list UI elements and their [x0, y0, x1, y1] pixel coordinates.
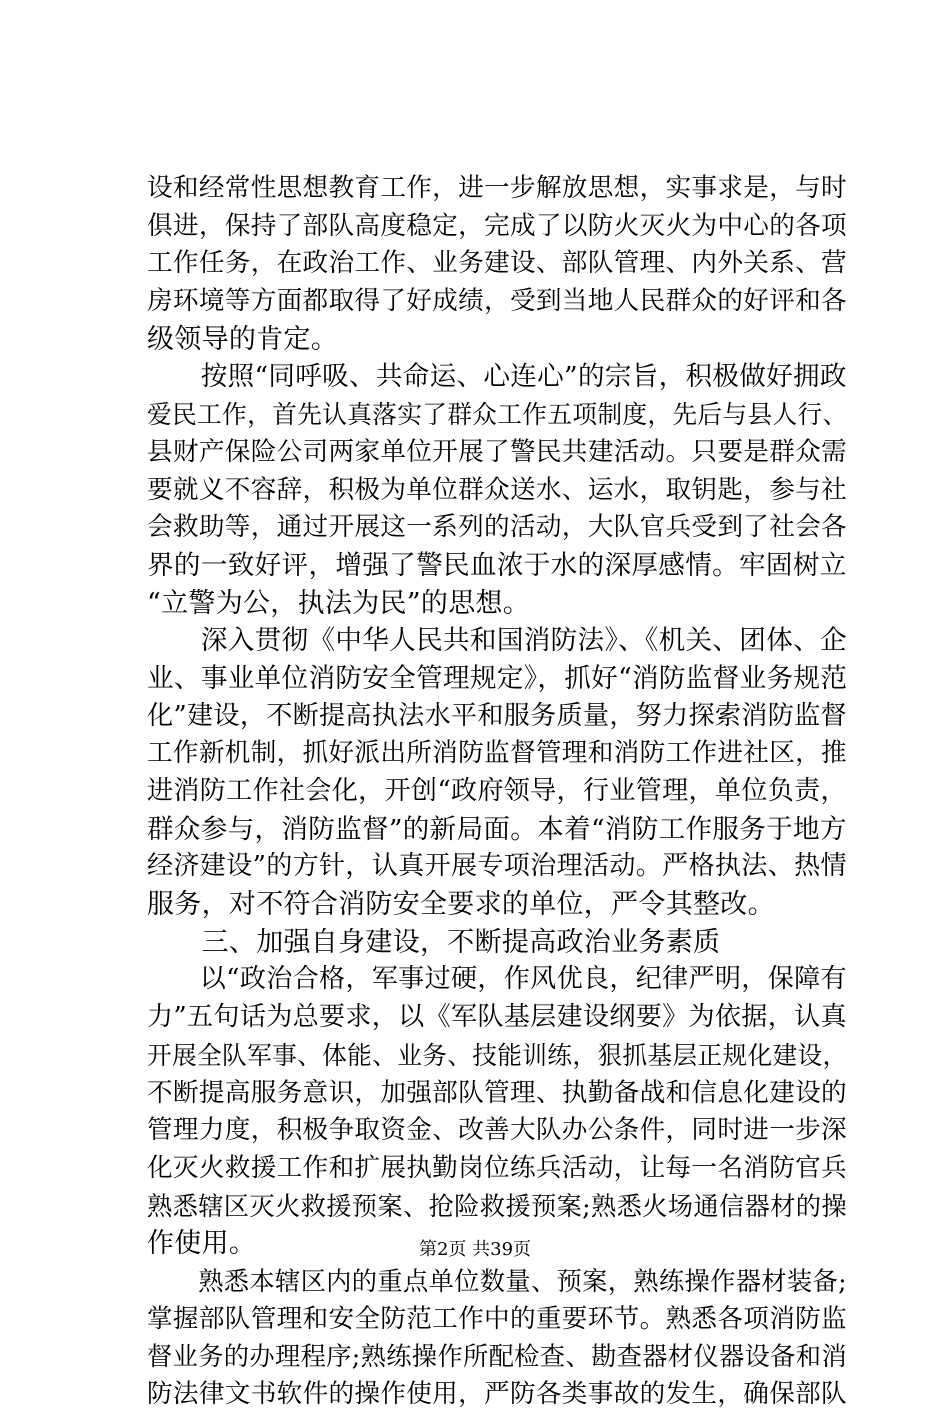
text-line: 管理力度，积极争取资金、改善大队办公条件，同时进一步深: [147, 1115, 847, 1146]
text-line: 经济建设”的方针，认真开展专项治理活动。严格执法、热情: [147, 851, 847, 882]
text-line: 熟悉辖区灭火救援预案、抢险救援预案;熟悉火场通信器材的操: [147, 1191, 847, 1221]
text-line: 进消防工作社会化，开创“政府领导，行业管理，单位负责，: [147, 776, 847, 806]
text-line: 服务，对不符合消防安全要求的单位，严令其整改。: [147, 889, 775, 921]
text-line: 要就义不容辞，积极为单位群众送水、运水，取钥匙，参与社: [147, 474, 847, 505]
text-line: 不断提高服务意识，加强部队管理、执勤备战和信息化建设的: [147, 1077, 847, 1108]
text-line: 房环境等方面都取得了好成绩，受到当地人民群众的好评和各: [147, 286, 847, 317]
text-line: 俱进，保持了部队高度稳定，完成了以防火灭火为中心的各项: [147, 210, 847, 241]
text-line: 督业务的办理程序;熟练操作所配检查、勘查器材仪器设备和消: [147, 1342, 847, 1372]
text-line: 设和经常性思想教育工作，进一步解放思想，实事求是，与时: [147, 173, 847, 203]
text-line: 以“政治合格，军事过硬，作风优良，纪律严明，保障有: [147, 964, 847, 995]
text-line: 县财产保险公司两家单位开展了警民共建活动。只要是群众需: [147, 436, 847, 467]
text-line: 工作新机制，抓好派出所消防监督管理和消防工作进社区，推: [147, 738, 847, 769]
text-line: 掌握部队管理和安全防范工作中的重要环节。熟悉各项消防监: [147, 1303, 847, 1334]
text-line: 界的一致好评，增强了警民血浓于水的深厚感情。牢固树立: [147, 549, 847, 581]
text-line: 会救助等，通过开展这一系列的活动，大队官兵受到了社会各: [147, 512, 847, 543]
text-line: 业、事业单位消防安全管理规定》，抓好“消防监督业务规范: [147, 662, 848, 694]
text-line: 工作任务，在政治工作、业务建设、部队管理、内外关系、营: [147, 248, 847, 279]
text-line: 化”建设，不断提高执法水平和服务质量，努力探索消防监督: [147, 700, 847, 731]
text-line: 三、加强自身建设，不断提高政治业务素质: [147, 926, 721, 958]
text-line: 防法律文书软件的操作使用，严防各类事故的发生，确保部队: [147, 1379, 847, 1409]
text-line: 开展全队军事、体能、业务、技能训练，狠抓基层正规化建设，: [147, 1040, 848, 1070]
text-line: 力”五句话为总要求，以《军队基层建设纲要》为依据，认真: [147, 1002, 847, 1033]
document-body: [147, 170, 847, 1414]
page-footer: 第2页 共39页: [418, 1239, 532, 1260]
text-line: 深入贯彻《中华人民共和国消防法》、《机关、团体、企: [147, 625, 847, 657]
text-line: 按照“同呼吸、共命运、心连心”的宗旨，积极做好拥政: [147, 361, 847, 393]
text-line: 化灭火救援工作和扩展执勤岗位练兵活动，让每一名消防官兵: [147, 1152, 847, 1183]
text-line: 作使用。: [147, 1228, 257, 1260]
text-line: 爱民工作，首先认真落实了群众工作五项制度，先后与县人行、: [147, 400, 848, 430]
text-line: 级领导的肯定。: [147, 323, 339, 355]
text-line: 群众参与，消防监督”的新局面。本着“消防工作服务于地方: [147, 813, 847, 845]
text-line: 熟悉本辖区内的重点单位数量、预案，熟练操作器材装备;: [147, 1266, 847, 1296]
text-line: “立警为公，执法为民”的思想。: [147, 587, 531, 619]
